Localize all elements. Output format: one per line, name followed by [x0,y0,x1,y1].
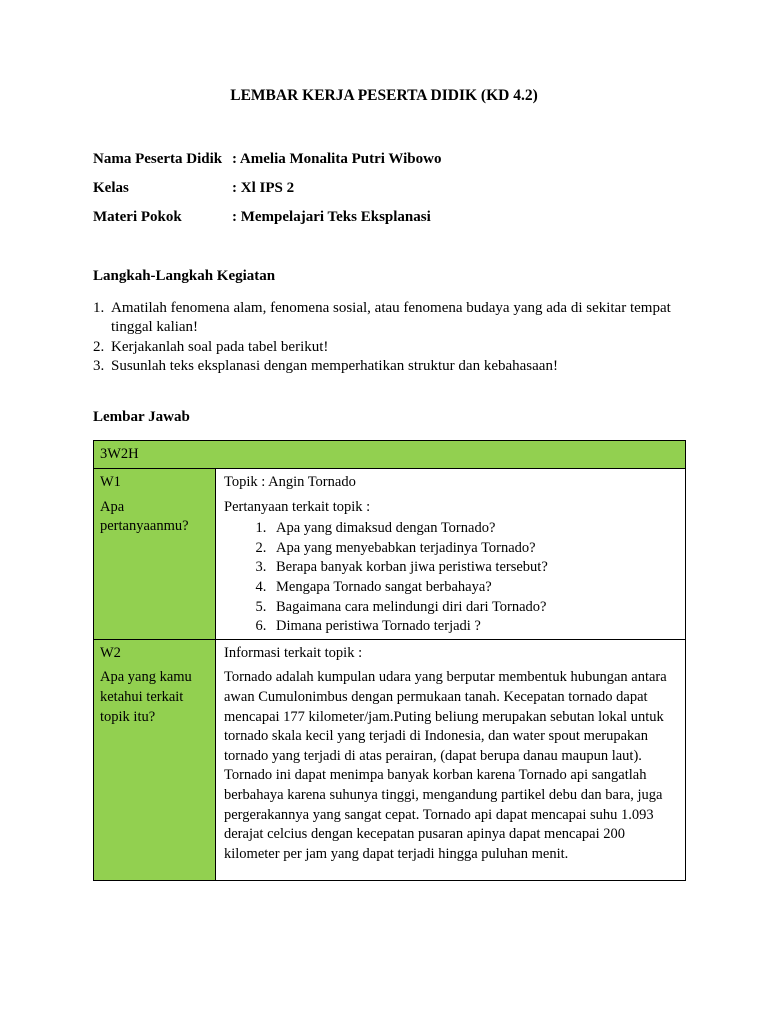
steps-heading: Langkah-Langkah Kegiatan [93,268,276,284]
w1-questions-label: Pertanyaan terkait topik : [224,498,371,515]
list-item: 5. Bagaimana cara melindungi diri dari Tornado? [270,598,677,618]
w1-question: Apa pertanyaanmu? [100,498,189,535]
w1-questions-list [224,519,677,637]
class-row [93,180,294,197]
step-number: 3. [93,357,105,374]
table-header-row [94,441,686,469]
step-text: Amatilah fenomena alam, fenomena sosial, atau fenomena budaya yang ada di sekitar tempat tinggal kalian! [111,300,671,336]
step-number: 1. [93,300,105,316]
step-item [93,299,683,338]
step-item [93,357,683,376]
class-label: Kelas [93,180,129,196]
list-item: 4. Mengapa Tornado sangat berbahaya? [270,578,677,598]
w2-info-label: Informasi terkait topik : [224,644,363,661]
w1-right-cell [216,469,686,640]
w2-info-text: Tornado adalah kumpulan udara yang berputar membentuk hubungan antara awan Cumulonimbus dengan permukaan tanah. Kecepatan tornado dapat mencapai 177 kilometer/jam.Puting beliung merupakan sebutan lokal untuk tornado skala kecil yang terjadi di Indonesia, dan water spout merupakan tornado yang terjadi di atas perairan, (dapat berupa danau maupun laut). Tornado ini dapat menimpa banyak korban karena Tornado api sangatlah berbahaya karena suhunya tinggi, mengandung partikel debu dan bara, juga pergerakannya yang sangat cepat. Tornado api dapat mencapai suhu 1.093 derajat celcius dengan kecepatan pusaran apinya dapat mencapai 200 kilometer per jam yang dapat terjadi hingga puluhan menit. [224,669,667,862]
list-item: 1. Apa yang dimaksud dengan Tornado? [270,519,677,539]
table-row-w1 [94,469,686,640]
step-text: Kerjakanlah soal pada tabel berikut! [111,338,329,355]
table-header-cell: 3W2H [94,441,686,469]
w2-left-cell [94,639,216,880]
list-item: 3. Berapa banyak korban jiwa peristiwa tersebut? [270,558,677,578]
student-name-value: : Amelia Monalita Putri Wibowo [232,151,442,167]
student-name-row [93,151,441,168]
list-item: 6. Dimana peristiwa Tornado terjadi ? [270,617,677,637]
class-value: : Xl IPS 2 [232,180,295,196]
answer-heading: Lembar Jawab [93,409,190,425]
steps-list [93,299,683,376]
w2-right-cell [216,639,686,880]
w2-code: W2 [100,644,121,661]
step-item [93,338,683,357]
subject-value: : Mempelajari Teks Eksplanasi [232,209,431,225]
step-number: 2. [93,338,105,355]
document-title: LEMBAR KERJA PESERTA DIDIK (KD 4.2) [230,87,538,104]
student-name-label: Nama Peserta Didik [93,151,223,167]
answer-table [93,440,686,881]
step-text: Susunlah teks eksplanasi dengan memperhatikan struktur dan kebahasaan! [111,357,558,374]
w2-question: Apa yang kamu ketahui terkait topik itu? [100,669,192,725]
table-row-w2 [94,639,686,880]
w1-topic: Topik : Angin Tornado [224,474,356,490]
list-item: 2. Apa yang menyebabkan terjadinya Tornado? [270,539,677,559]
w1-left-cell [94,469,216,640]
w1-code: W1 [100,474,121,490]
subject-row [93,209,431,226]
subject-label: Materi Pokok [93,209,182,225]
